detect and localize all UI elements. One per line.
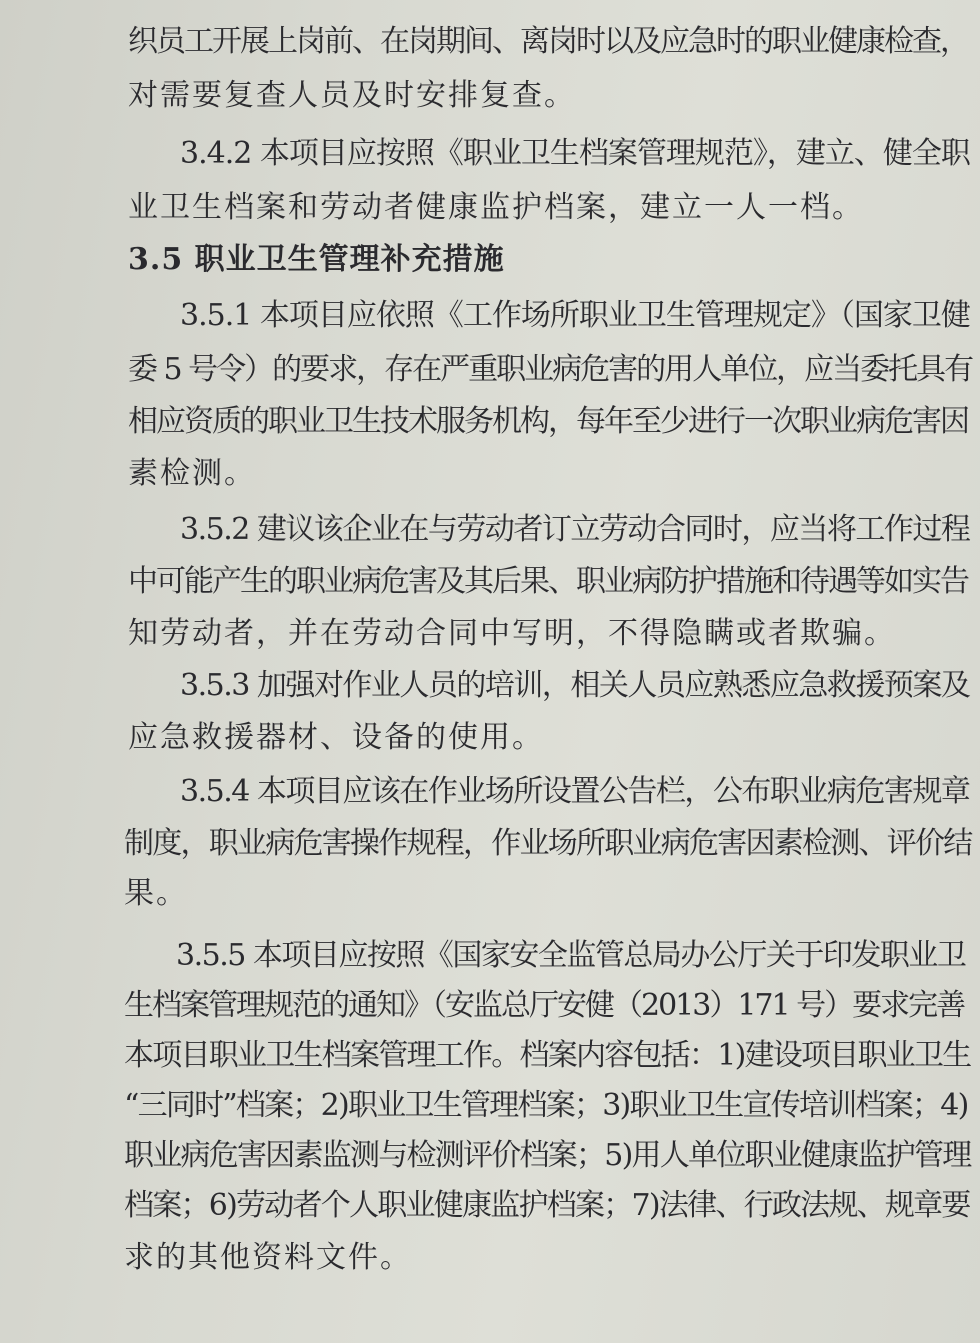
- text-line: 素检测。: [128, 456, 256, 491]
- text-line: 本项目职业卫生档案管理工作。档案内容包括：1)建设项目职业卫生: [124, 1038, 971, 1073]
- text-line: 3.5.3 加强对作业人员的培训，相关人员应熟悉应急救援预案及: [180, 668, 970, 703]
- text-line: 3.5.1 本项目应依照《工作场所职业卫生管理规定》（国家卫健: [180, 298, 970, 333]
- text-line: 织员工开展上岗前、在岗期间、离岗时以及应急时的职业健康检查，: [128, 24, 968, 59]
- text-line: 3.5.4 本项目应该在作业场所设置公告栏，公布职业病危害规章: [180, 774, 970, 809]
- text-line: 求的其他资料文件。: [124, 1240, 412, 1275]
- text-line: 3.5.2 建议该企业在与劳动者订立劳动合同时，应当将工作过程: [180, 512, 970, 547]
- text-line: 中可能产生的职业病危害及其后果、职业病防护措施和待遇等如实告: [128, 564, 968, 599]
- text-line: 档案；6)劳动者个人职业健康监护档案；7)法律、行政法规、规章要: [124, 1188, 970, 1223]
- text-line: 应急救援器材、设备的使用。: [128, 720, 544, 755]
- text-line: 委 5 号令）的要求，存在严重职业病危害的用人单位，应当委托具有: [128, 352, 973, 387]
- text-line: 生档案管理规范的通知》（安监总厅安健（2013）171 号）要求完善: [124, 988, 965, 1023]
- text-line: 相应资质的职业卫生技术服务机构，每年至少进行一次职业病危害因: [128, 404, 968, 439]
- text-line: 制度，职业病危害操作规程，作业场所职业病危害因素检测、评价结: [124, 826, 972, 861]
- text-line: “三同时”档案；2)职业卫生管理档案；3)职业卫生宣传培训档案；4): [124, 1088, 968, 1123]
- text-line: 职业病危害因素监测与检测评价档案；5)用人单位职业健康监护管理: [124, 1138, 971, 1173]
- text-line: 3.5.5 本项目应按照《国家安全监管总局办公厅关于印发职业卫: [176, 938, 966, 973]
- text-line: 对需要复查人员及时安排复查。: [128, 78, 576, 113]
- text-line: 业卫生档案和劳动者健康监护档案，建立一人一档。: [128, 190, 864, 225]
- text-line: 果。: [124, 876, 188, 911]
- text-line: 3.4.2 本项目应按照《职业卫生档案管理规范》，建立、健全职: [180, 136, 970, 171]
- section-heading: 3.5 职业卫生管理补充措施: [128, 242, 505, 277]
- text-line: 知劳动者，并在劳动合同中写明，不得隐瞒或者欺骗。: [128, 616, 896, 651]
